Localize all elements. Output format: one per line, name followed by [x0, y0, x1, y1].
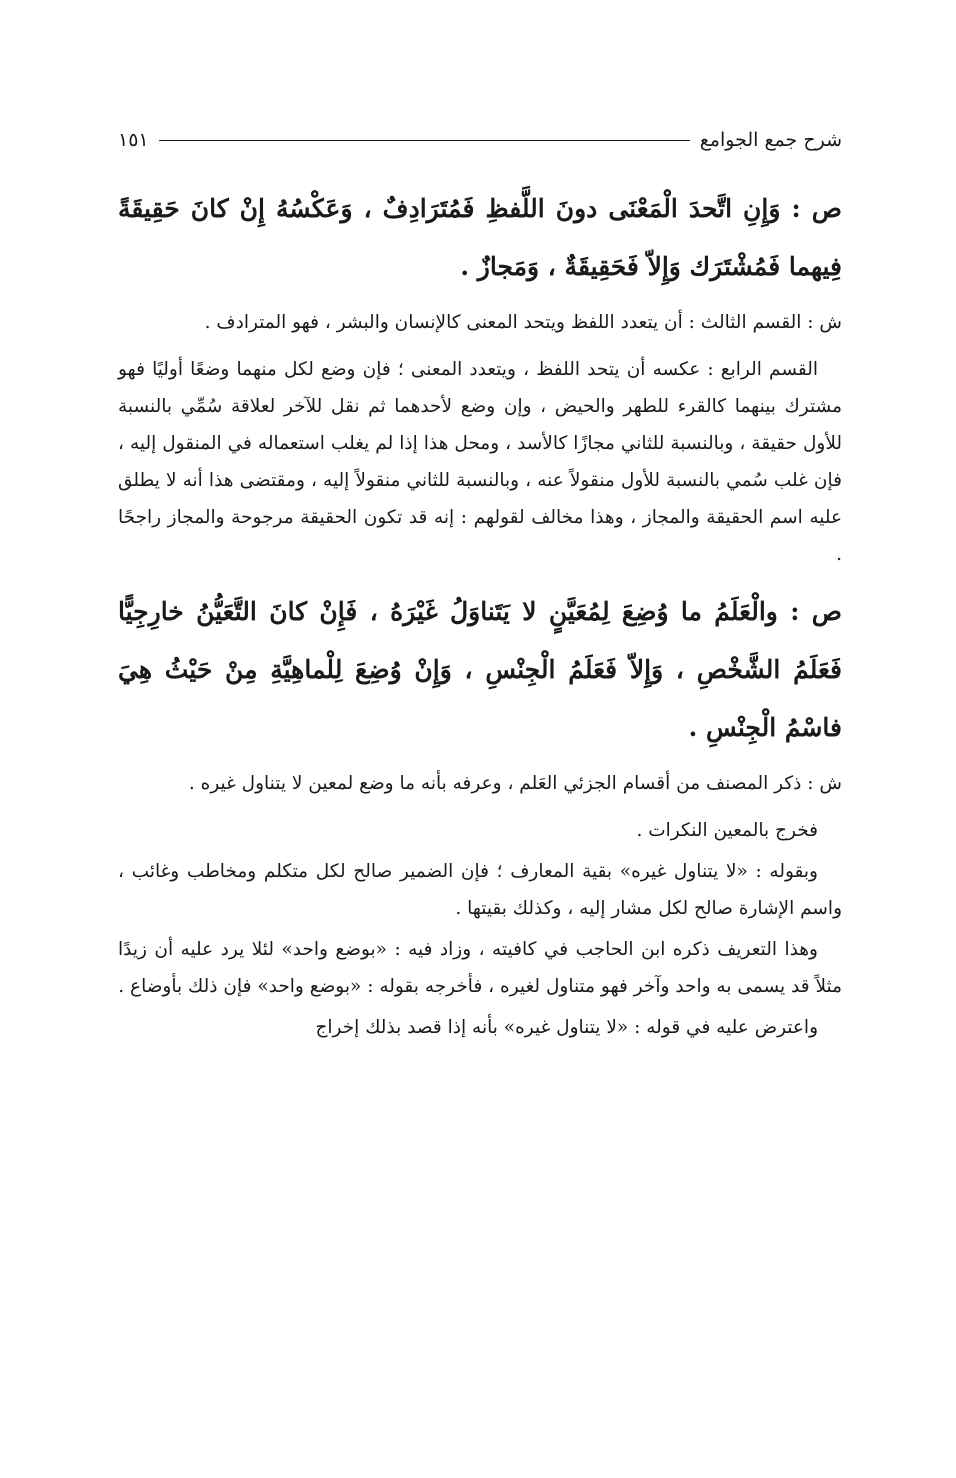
document-page	[118, 120, 842, 1050]
sharh-paragraph: وهذا التعريف ذكره ابن الحاجب في كافيته ، وزاد فيه : «بوضع واحد» لئلا يرد عليه أن زيدًا مثلاً قد يسمى به واحد وآخر فهو متناول لغيره ، فأخرجه بقوله : «بوضع واحد» فإن ذلك بأوضاع .	[118, 939, 842, 997]
sharh-paragraph: ش : ذكر المصنف من أقسام الجزئي العَلم ، وعرفه بأنه ما وضع لمعين لا يتناول غيره .	[188, 773, 842, 794]
matn-paragraph: ص : والْعَلَمُ ما وُضِعَ لِمُعَيَّنٍ لا يَتَناوَلُ غَيْرَهُ ، فَإِنْ كانَ التَّعَيُّنُ خارِجِيًّا فَعَلَمُ الشَّخْصِ ، وَإِلاّ فَعَلَمُ الْجِنْسِ ، وَإِنْ وُضِعَ لِلْماهِيَّةِ مِنْ حَيْثُ هِيَ فاسْمُ الْجِنْسِ .	[118, 597, 842, 742]
sharh-paragraph: واعترض عليه في قوله : «لا يتناول غيره» بأنه إذا قصد بذلك إخراج	[315, 1017, 818, 1038]
matn-paragraph: ص : وَإِنِ اتَّحدَ الْمَعْنَى دونَ اللَّفظِ فَمُتَرَادِفٌ ، وَعَكْسُهُ إِنْ كانَ حَقِيقَةً فِيهما فَمُشْتَرَك وَإِلاّ فَحَقِيقَةٌ ، وَمَجازٌ .	[118, 194, 842, 281]
sharh-paragraph: القسم الرابع : عكسه أن يتحد اللفظ ، ويتعدد المعنى ؛ فإن وضع لكل منهما وضعًا أوليًا فهو مشترك بينهما كالقرء للطهر والحيض ، وإن وضع لأحدهما ثم نقل للآخر لعلاقة سُمِّي بالنسبة للأول حقيقة ، وبالنسبة للثاني مجازًا كالأسد ، ومحل هذا إذا لم يغلب استعماله في المنقول إليه ، فإن غلب سُمي بالنسبة للأول منقولاً عنه ، وبالنسبة للثاني منقولاً إليه ، ومقتضى هذا أنه لا يطلق عليه اسم الحقيقة والمجاز ، وهذا مخالف لقولهم : إنه قد تكون الحقيقة مرجوحة والمجاز راجحًا .	[118, 359, 842, 565]
running-header	[118, 120, 842, 160]
running-title: شرح جمع الجوامع	[699, 129, 842, 151]
sharh-paragraph: فخرج بالمعين النكرات .	[636, 820, 818, 841]
page-number: ١٥١	[118, 129, 149, 151]
sharh-paragraph: ش : القسم الثالث : أن يتعدد اللفظ ويتحد المعنى كالإنسان والبشر ، فهو المترادف .	[204, 312, 842, 333]
header-rule	[159, 140, 690, 141]
sharh-paragraph: وبقوله : «لا يتناول غيره» بقية المعارف ؛ فإن الضمير صالح لكل متكلم ومخاطب وغائب ، واسم الإشارة صالح لكل مشار إليه ، وكذلك بقيتها .	[118, 861, 842, 919]
